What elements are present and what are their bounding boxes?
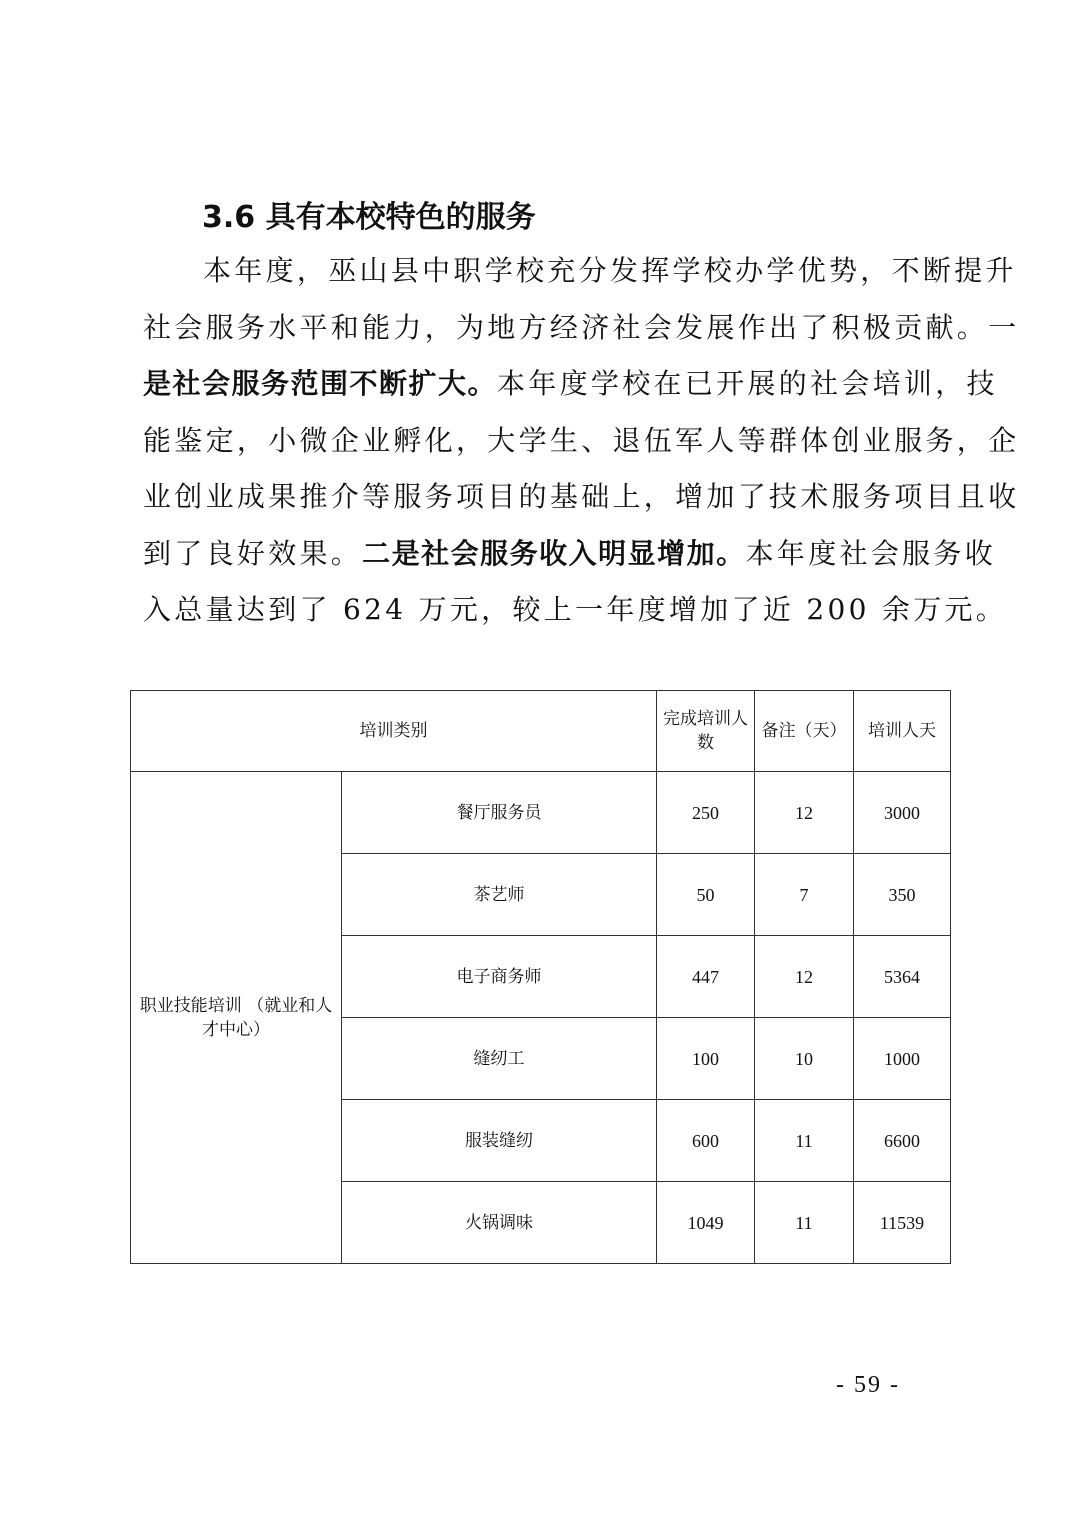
remark-days-cell: 7 bbox=[755, 854, 854, 936]
remark-days-cell: 10 bbox=[755, 1018, 854, 1100]
table-row bbox=[131, 772, 951, 854]
training-name-cell: 餐厅服务员 bbox=[342, 772, 657, 854]
paragraph-line bbox=[143, 469, 1020, 526]
text-segment: 入总量达到了 624 万元，较上一年度增加了近 200 余万元。 bbox=[143, 593, 1008, 626]
paragraph-line bbox=[143, 526, 997, 583]
training-name-cell: 缝纫工 bbox=[342, 1018, 657, 1100]
table-header-row bbox=[131, 691, 951, 772]
header-remark-days: 备注（天） bbox=[755, 691, 854, 772]
remark-days-cell: 12 bbox=[755, 936, 854, 1018]
completed-count-cell: 250 bbox=[657, 772, 755, 854]
text-segment: 本年度，巫山县中职学校充分发挥学校办学优势，不断提升 bbox=[203, 254, 1017, 287]
text-segment: 能鉴定，小微企业孵化，大学生、退伍军人等群体创业服务，企 bbox=[143, 423, 1020, 457]
section-title: 3.6 具有本校特色的服务 bbox=[202, 200, 536, 235]
bold-text-segment: 是社会服务范围不断扩大。 bbox=[143, 367, 498, 400]
person-days-cell: 350 bbox=[854, 854, 951, 936]
person-days-cell: 1000 bbox=[854, 1018, 951, 1100]
completed-count-cell: 100 bbox=[657, 1018, 755, 1100]
page-number: - 59 - bbox=[836, 1372, 900, 1398]
paragraph-line bbox=[143, 582, 1008, 639]
paragraph-line bbox=[143, 413, 1020, 470]
remark-days-cell: 11 bbox=[755, 1182, 854, 1264]
person-days-cell: 6600 bbox=[854, 1100, 951, 1182]
text-segment: 本年度社会服务收 bbox=[745, 536, 997, 570]
training-name-cell: 火锅调味 bbox=[342, 1182, 657, 1264]
training-table bbox=[130, 690, 951, 1264]
text-segment: 本年度学校在已开展的社会培训，技 bbox=[497, 367, 998, 400]
header-person-days: 培训人天 bbox=[854, 691, 951, 772]
header-completed-count: 完成培训人数 bbox=[657, 691, 755, 772]
person-days-cell: 5364 bbox=[854, 936, 951, 1018]
remark-days-cell: 12 bbox=[755, 772, 854, 854]
completed-count-cell: 447 bbox=[657, 936, 755, 1018]
remark-days-cell: 11 bbox=[755, 1100, 854, 1182]
paragraph-line bbox=[143, 243, 1017, 300]
completed-count-cell: 600 bbox=[657, 1100, 755, 1182]
text-segment: 业创业成果推介等服务项目的基础上，增加了技术服务项目且收 bbox=[143, 480, 1020, 513]
group-label-cell: 职业技能培训 （就业和人才中心） bbox=[131, 772, 342, 1264]
training-name-cell: 茶艺师 bbox=[342, 854, 657, 936]
training-name-cell: 电子商务师 bbox=[342, 936, 657, 1018]
training-name-cell: 服装缝纫 bbox=[342, 1100, 657, 1182]
completed-count-cell: 50 bbox=[657, 854, 755, 936]
paragraph-line bbox=[143, 300, 1020, 357]
person-days-cell: 11539 bbox=[854, 1182, 951, 1264]
completed-count-cell: 1049 bbox=[657, 1182, 755, 1264]
body-paragraph bbox=[143, 243, 1020, 639]
paragraph-line bbox=[143, 356, 998, 413]
bold-text-segment: 二是社会服务收入明显增加。 bbox=[362, 536, 746, 570]
text-segment: 到了良好效果。 bbox=[143, 536, 363, 570]
person-days-cell: 3000 bbox=[854, 772, 951, 854]
header-category: 培训类别 bbox=[131, 691, 657, 772]
text-segment: 社会服务水平和能力，为地方经济社会发展作出了积极贡献。一 bbox=[143, 310, 1020, 344]
